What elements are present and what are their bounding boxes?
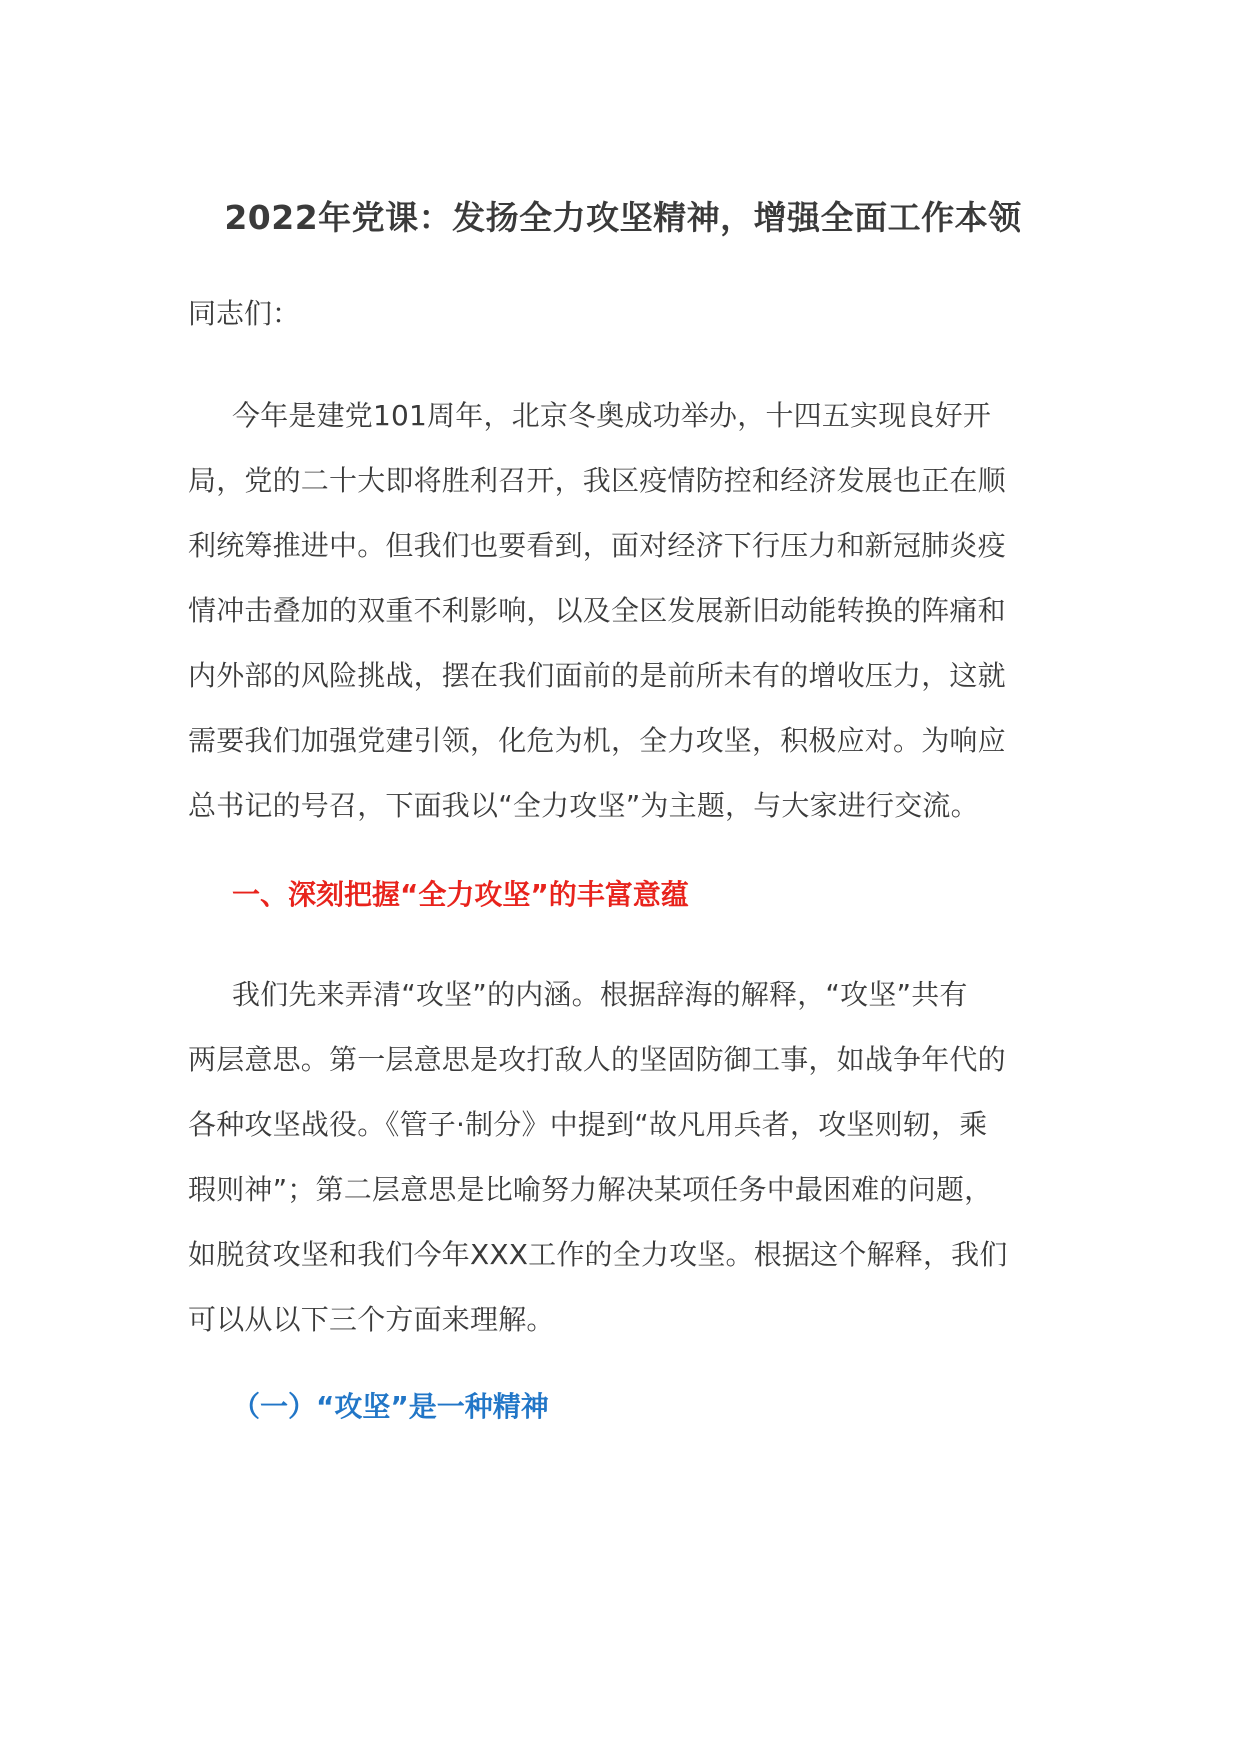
document-title: 2022年党课：发扬全力攻坚精神，增强全面工作本领 <box>224 198 1022 237</box>
salutation: 同志们： <box>188 297 301 330</box>
paragraph-line: 瑕则神”；第二层意思是比喻努力解决某项任务中最困难的问题， <box>188 1173 993 1206</box>
paragraph-line: 需要我们加强党建引领，化危为机，全力攻坚，积极应对。为响应 <box>188 724 1006 757</box>
paragraph-line: 如脱贫攻坚和我们今年XXX工作的全力攻坚。根据这个解释，我们 <box>188 1238 1008 1271</box>
paragraph-line: 利统筹推进中。但我们也要看到，面对经济下行压力和新冠肺炎疫 <box>188 529 1006 562</box>
paragraph-line: 各种攻坚战役。《管子·制分》中提到“故凡用兵者，攻坚则轫，乘 <box>188 1108 988 1141</box>
paragraph-line: 情冲击叠加的双重不利影响，以及全区发展新旧动能转换的阵痛和 <box>188 594 1006 627</box>
subsection-heading-1: （一）“攻坚”是一种精神 <box>232 1390 549 1423</box>
paragraph-line: 今年是建党101周年，北京冬奥成功举办，十四五实现良好开 <box>232 399 992 432</box>
section-heading-1: 一、深刻把握“全力攻坚”的丰富意蕴 <box>232 878 689 911</box>
paragraph-line: 总书记的号召，下面我以“全力攻坚”为主题，与大家进行交流。 <box>188 789 979 822</box>
paragraph-line: 两层意思。第一层意思是攻打敌人的坚固防御工事，如战争年代的 <box>188 1043 1006 1076</box>
paragraph-intro <box>188 383 1058 838</box>
paragraph-meaning <box>188 962 1058 1352</box>
paragraph-line: 我们先来弄清“攻坚”的内涵。根据辞海的解释，“攻坚”共有 <box>232 978 968 1011</box>
paragraph-line: 可以从以下三个方面来理解。 <box>188 1303 555 1336</box>
paragraph-line: 局，党的二十大即将胜利召开，我区疫情防控和经济发展也正在顺 <box>188 464 1006 497</box>
paragraph-line: 内外部的风险挑战，摆在我们面前的是前所未有的增收压力，这就 <box>188 659 1006 692</box>
